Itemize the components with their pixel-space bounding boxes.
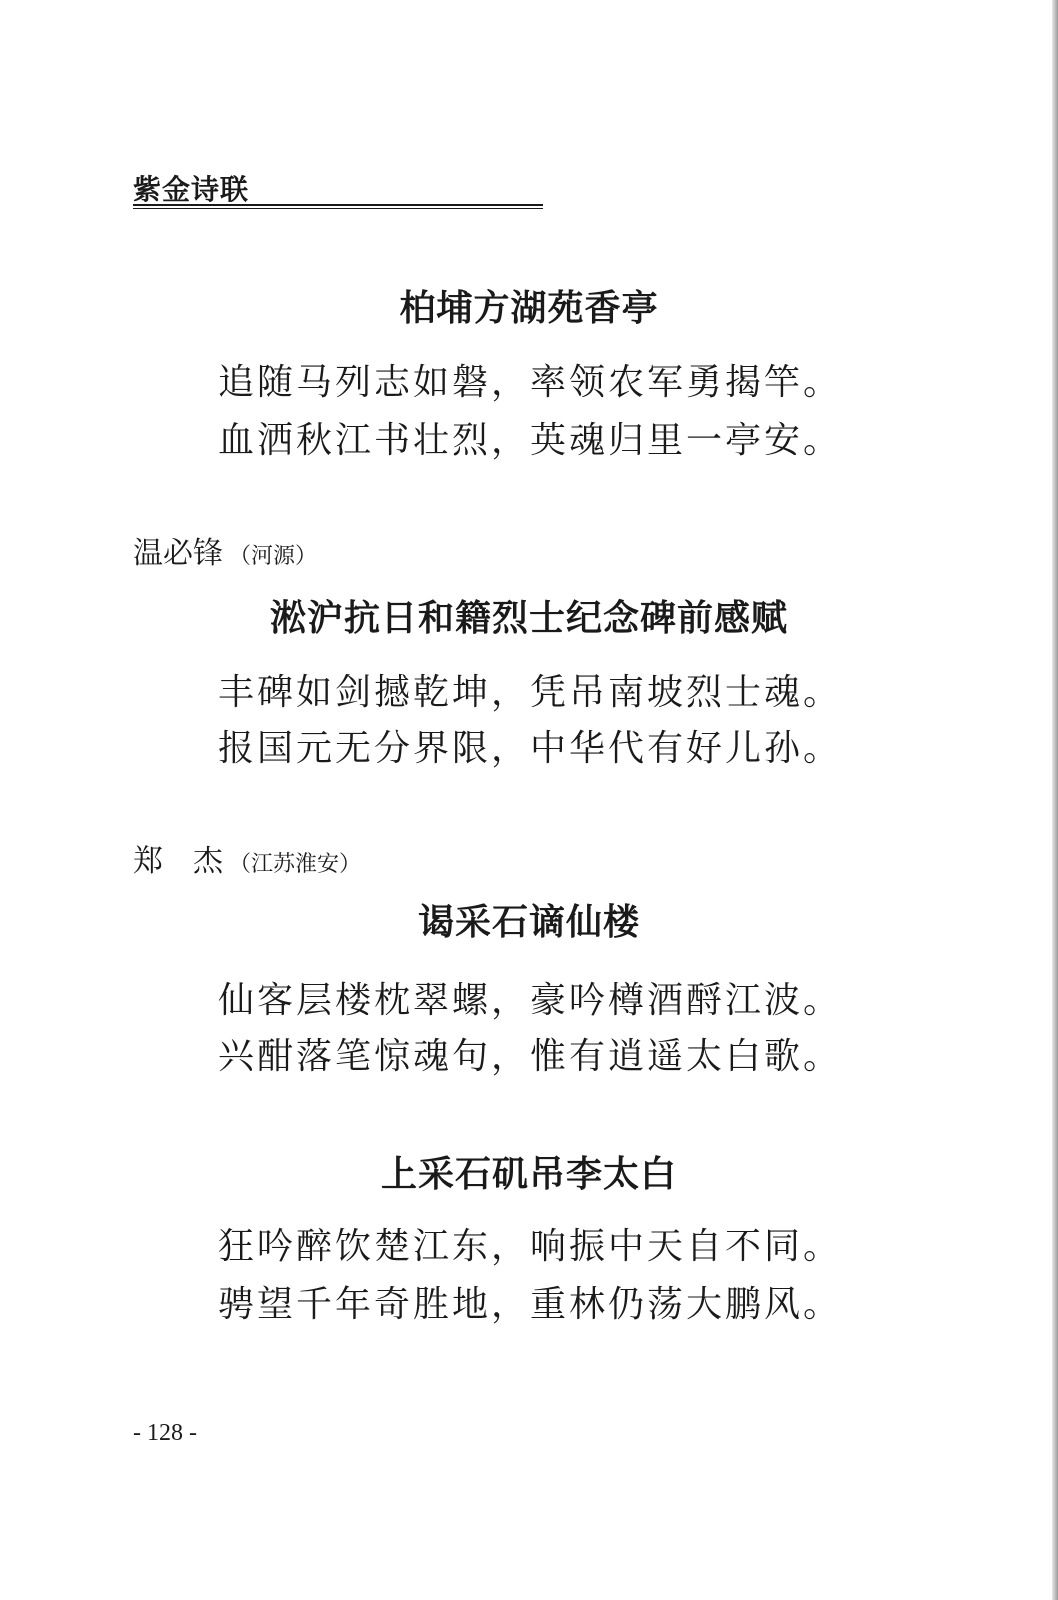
poem-line: 仙客层楼枕翠螺，豪吟樽酒酹江波。: [218, 980, 843, 1021]
poem-line: 报国元无分界限，中华代有好儿孙。: [218, 728, 843, 769]
poem-title: 上采石矶吊李太白: [380, 1153, 677, 1195]
poem-line: 骋望千年奇胜地，重林仍荡大鹏风。: [218, 1284, 843, 1325]
poem-line: 血洒秋江书壮烈，英魂归里一亭安。: [218, 420, 843, 461]
poem-line: 追随马列志如磐，率领农军勇揭竿。: [218, 362, 843, 403]
poem-title: 柏埔方湖苑香亭: [399, 287, 659, 329]
page-number: - 128 -: [133, 1420, 197, 1446]
poem-author: [133, 836, 361, 880]
poem-author: [133, 528, 317, 572]
poem-title: 谒采石谪仙楼: [417, 901, 640, 943]
author-origin: （河源）: [229, 544, 318, 569]
page-edge-shadow: [1052, 0, 1058, 1600]
poem-line: 狂吟醉饮楚江东，响振中天自不同。: [218, 1226, 843, 1267]
author-name: 温必锋: [133, 536, 223, 571]
author-origin: （江苏淮安）: [229, 852, 362, 877]
running-header: 紫金诗联: [133, 173, 250, 206]
author-name: 郑 杰: [133, 844, 223, 879]
poem-line: 丰碑如剑撼乾坤，凭吊南坡烈士魂。: [218, 672, 843, 713]
poem-line: 兴酣落笔惊魂句，惟有逍遥太白歌。: [218, 1036, 843, 1077]
header-rule: [133, 204, 543, 209]
poem-title: 淞沪抗日和籍烈士纪念碑前感赋: [269, 597, 788, 639]
